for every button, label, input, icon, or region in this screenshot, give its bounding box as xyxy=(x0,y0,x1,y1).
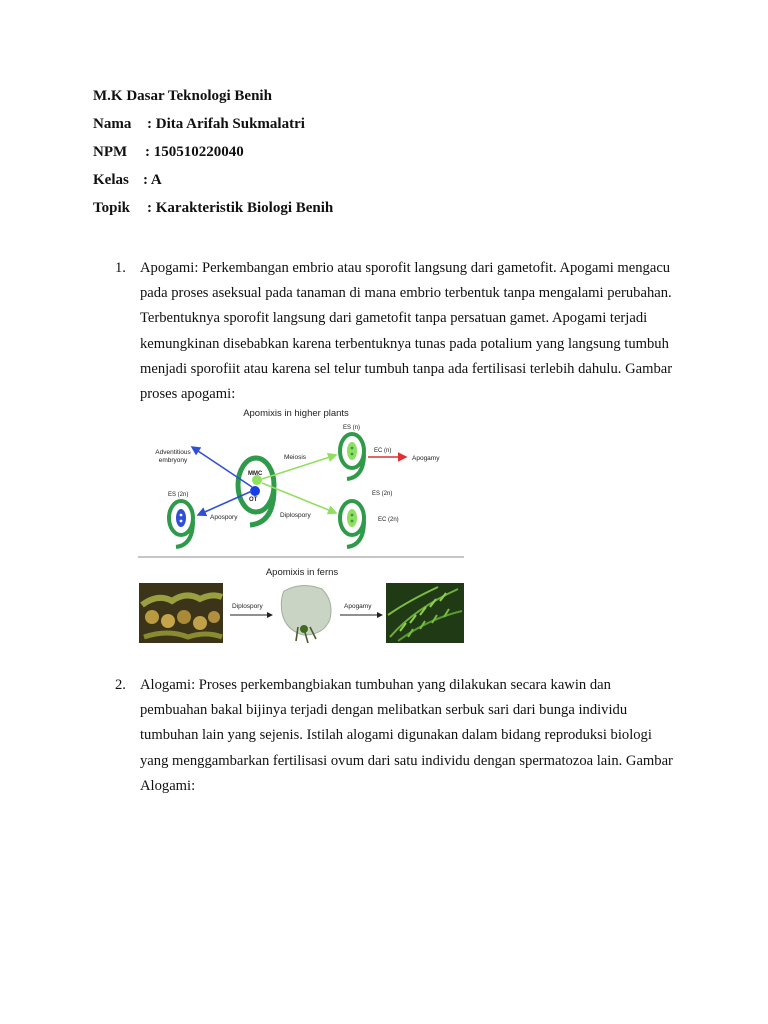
es-n-label: ES (n) xyxy=(343,425,361,431)
apogamy-top-label: Apogamy xyxy=(412,455,440,462)
es-2n-right-label: ES (2n) xyxy=(372,491,393,497)
npm-label: NPM xyxy=(93,144,128,160)
topic-label: Topik xyxy=(93,200,130,216)
list-item-text: Alogami: Proses perkembangbiakan tumbuhan yang dilakukan secara kawin dan pembuahan bakal bijinya terjadi dengan melibatkan serbuk sari dari bunga individu tumbuhan lain yang sejenis. Istilah alogami digunakan dalam bidang reproduksi biologi yang menggambarkan fertilisasi ovum dari satu individu dengan spermatozoa lain. Gambar Alogami: xyxy=(140,677,673,794)
topic-line xyxy=(93,198,333,226)
fern-frond-image xyxy=(386,583,464,643)
fern-sporangia-image xyxy=(139,583,223,643)
mmc-label: MMC xyxy=(248,471,263,477)
diplospory-top-label: Diplospory xyxy=(280,512,311,519)
adventitious-label: Adventitious xyxy=(155,449,191,456)
list-item-text: Apogami: Perkembangan embrio atau sporofit langsung dari gametofit. Apogami mengacu pada proses aseksual pada tanaman di mana embrio terbentuk tanpa mengalami perubahan. Terbentuknya sporofit langsung dari gametofit tanpa persatuan gamet. Apogami terjadi kemungkinan disebabkan karena terbentuknya tunas pada potalium yang langsung tumbuh menjadi sporofiit atau karena sel telur tumbuh tanpa ada fertilisasi terlebih dahulu. Gambar proses apogami: xyxy=(140,260,673,403)
embryony-label: embryony xyxy=(158,457,188,464)
class-label: Kelas xyxy=(93,172,129,188)
apomixis-figure xyxy=(138,405,466,645)
course-line xyxy=(93,86,333,114)
ec-n-label: EC (n) xyxy=(374,448,392,454)
list-item-number: 1. xyxy=(115,260,126,276)
npm-value: : 150510220040 xyxy=(145,144,244,160)
course-title: M.K Dasar Teknologi Benih xyxy=(93,88,272,104)
document-header xyxy=(93,86,333,226)
bottom-right-ovule-icon xyxy=(340,501,364,547)
name-label: Nama xyxy=(93,116,132,132)
ot-label: OT xyxy=(249,497,258,503)
apospory-label: Apospory xyxy=(210,514,238,521)
list-item-alogami xyxy=(115,673,680,799)
left-ovule-icon xyxy=(169,501,193,547)
list-item-number: 2. xyxy=(115,677,126,693)
figure-title-ferns: Apomixis in ferns xyxy=(265,567,339,578)
ec-2n-label: EC (2n) xyxy=(378,517,399,523)
prothallus-image xyxy=(281,585,331,643)
list-item-apogami xyxy=(115,256,680,407)
es-2n-left-label: ES (2n) xyxy=(168,492,189,498)
figure-title-higher-plants: Apomixis in higher plants xyxy=(243,408,349,419)
diplospory-bottom-label: Diplospory xyxy=(232,603,263,610)
top-right-ovule-icon xyxy=(340,434,364,479)
class-line xyxy=(93,170,333,198)
topic-value: : Karakteristik Biologi Benih xyxy=(147,200,334,216)
name-value: : Dita Arifah Sukmalatri xyxy=(147,116,305,132)
meiosis-label: Meiosis xyxy=(284,454,307,461)
class-value: : A xyxy=(143,172,162,188)
name-line xyxy=(93,114,333,142)
apogamy-bottom-label: Apogamy xyxy=(344,603,372,610)
npm-line xyxy=(93,142,333,170)
